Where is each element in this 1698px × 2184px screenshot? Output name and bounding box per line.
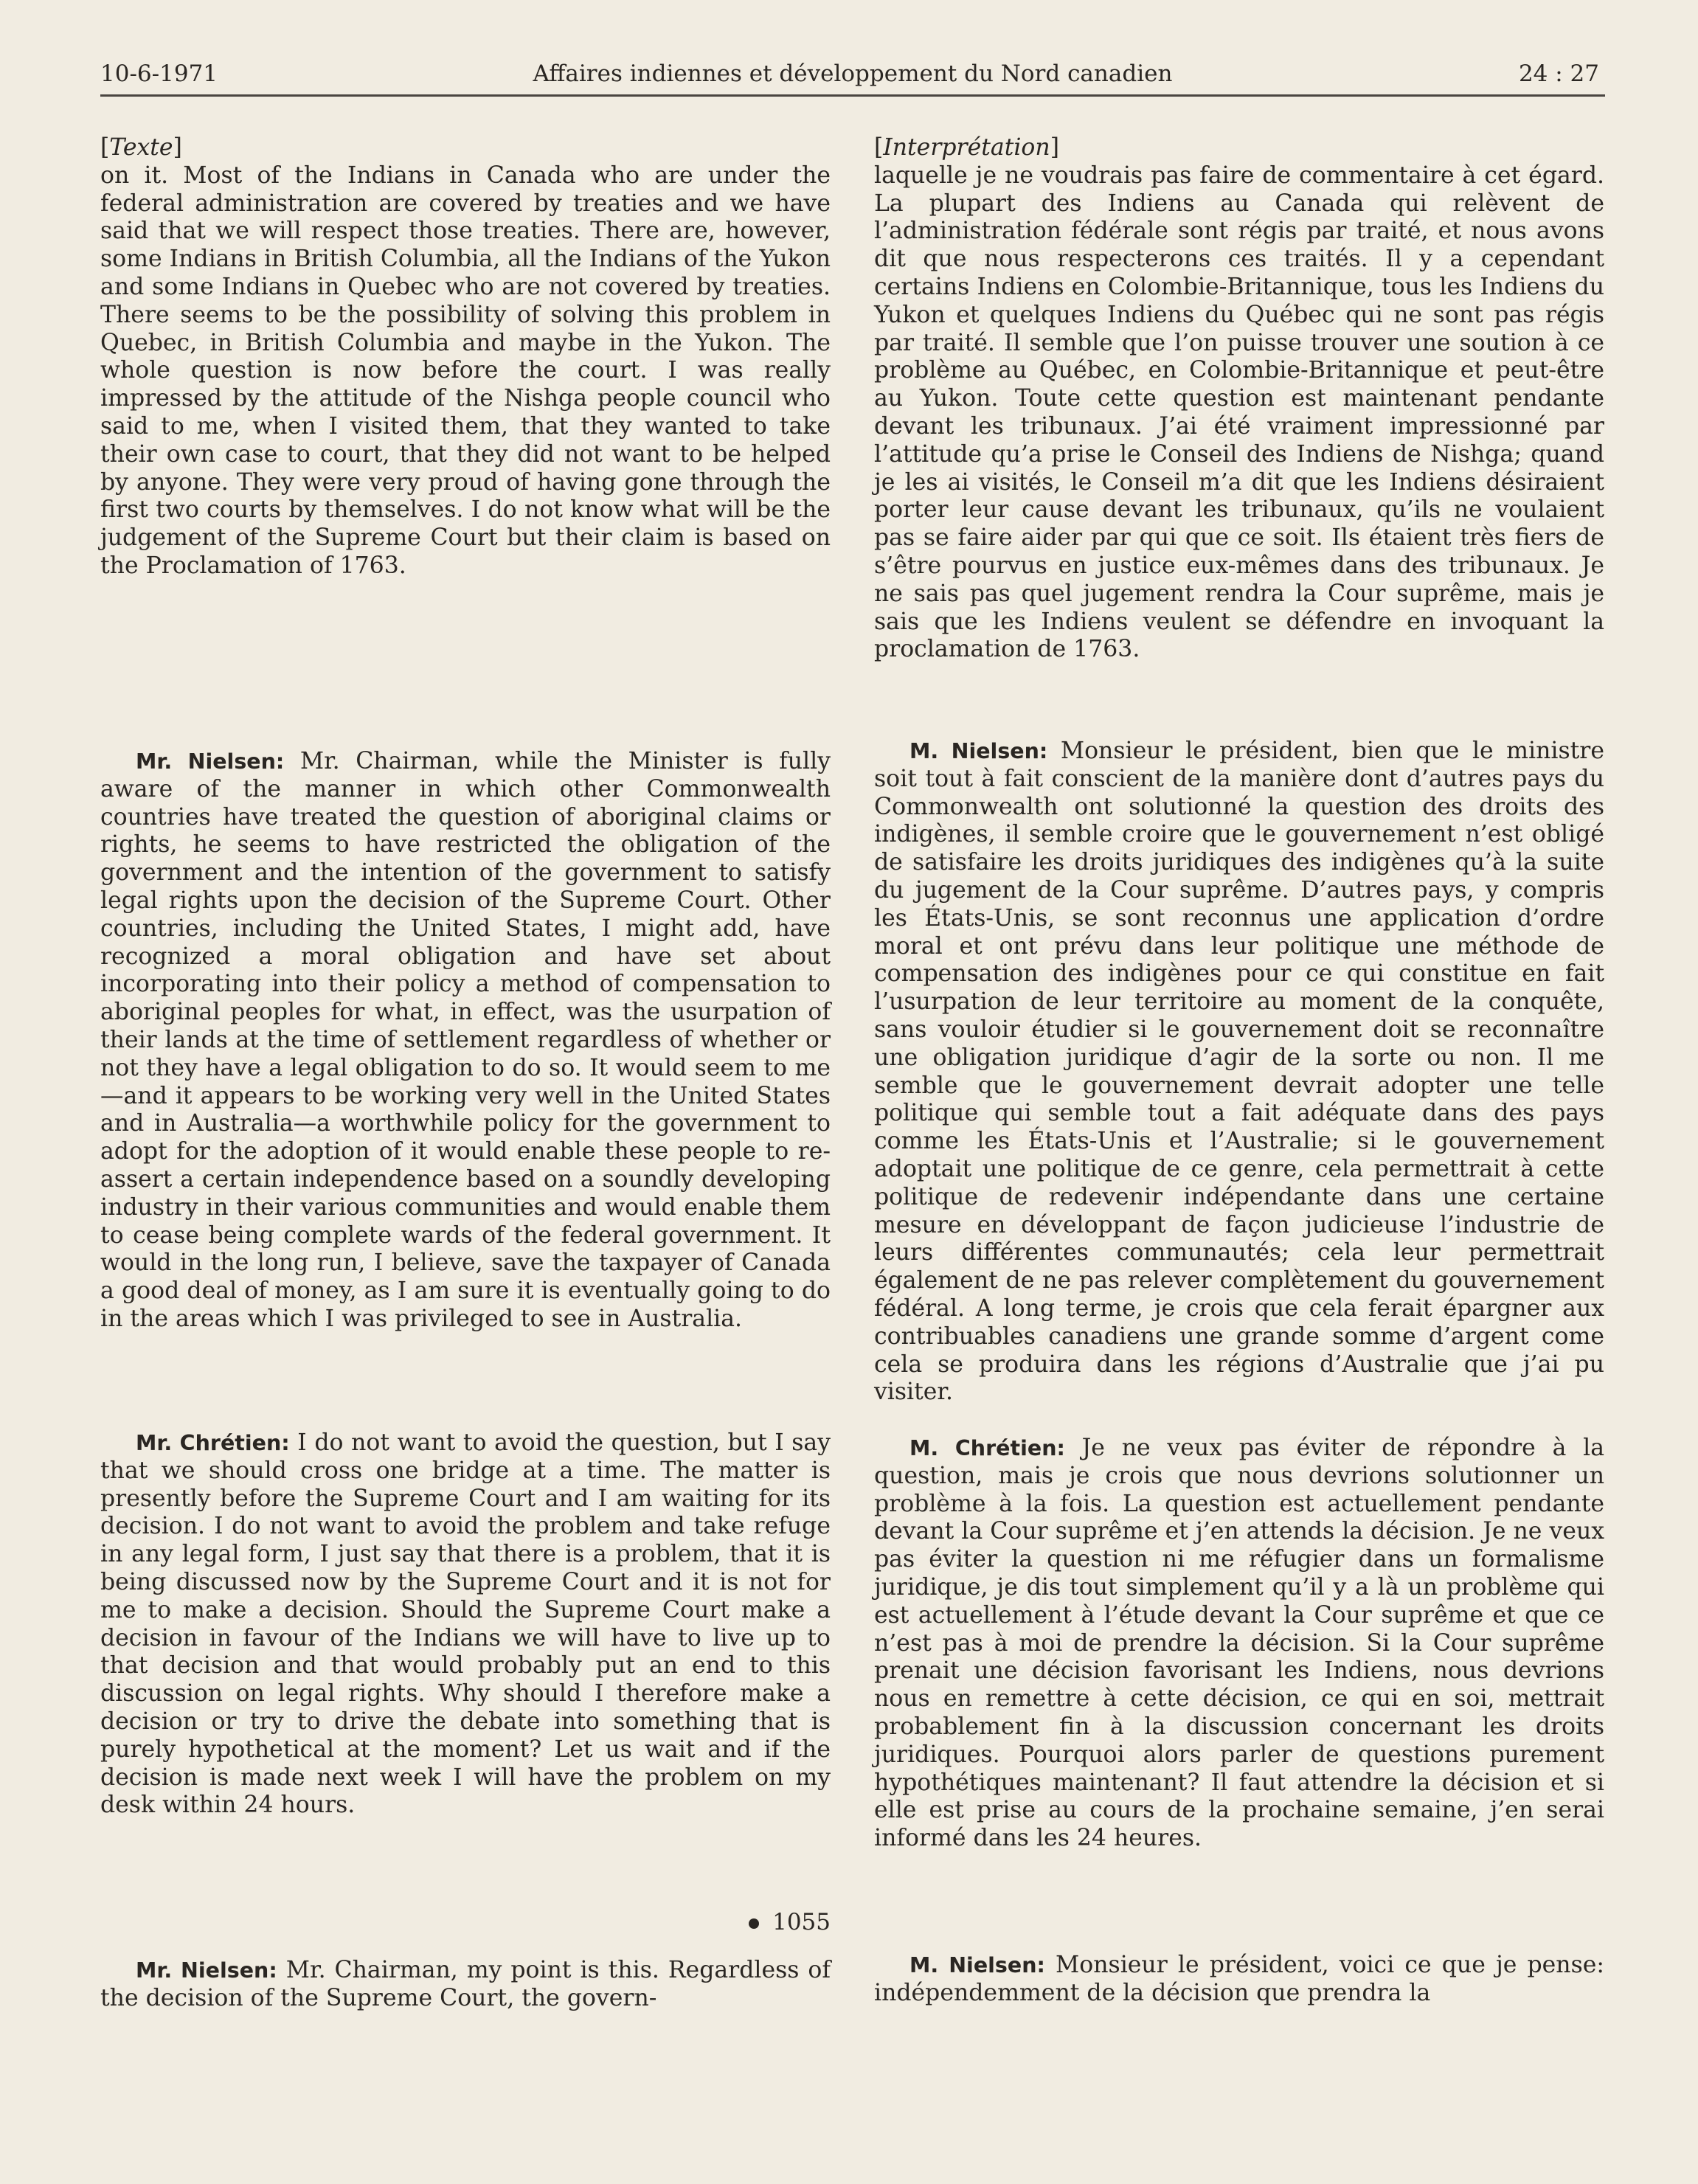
english-paragraph: Mr. Chrétien: I do not want to avoid the question, but I say that we should cross one bridge at a time. The matter is presently before the Supreme Court and I am waiting for its decision. I do not want to avoid the problem and take refuge in any legal form, I just say that there is a problem, that it is being discussed now by the Supreme Court and it is not for me to make a decision. Should the Supreme Court make a decision in favour of the Indians we will have to live up to that decision and that would probably put an end to this discussion on legal rights. Why should I therefore make a decision or try to drive the debate into something that is purely hypothetical at the moment? Let us wait and if the decision is made next week I will have the problem on my desk within 24 hours. (100, 1429, 831, 1819)
language-label-french: [Interprétation] (874, 134, 1059, 161)
speaker-name: M. Chrétien: (909, 1436, 1065, 1460)
french-paragraph: M. Nielsen: Monsieur le président, voici ce que je pense: indépendemment de la décision que prendra la (874, 1952, 1605, 2006)
french-speech-nielsen-2 (874, 1952, 1604, 2008)
english-speech-nielsen (100, 748, 831, 1334)
english-paragraph: on it. Most of the Indians in Canada who are under the federal administration are covered by treaties and we have said that we will respect those treaties. There are, however, some Indians in British Columbia, all the Indians of the Yukon and some Indians in Quebec who are not covered by treaties. There seems to be the possibility of solving this problem in Quebec, in British Columbia and maybe in the Yukon. The whole question is now before the court. I was really impressed by the attitude of the Nishga people council who said to me, when I visited them, that they wanted to take their own case to court, that they did not want to be helped by anyone. They were very proud of having gone through the first two courts by themselves. I do not know what will be the judgement of the Supreme Court but their claim is based on the Proclamation of 1763. (100, 162, 831, 579)
french-speech-chretien (874, 1435, 1604, 1853)
bullet-icon (749, 1918, 759, 1929)
french-speech-nielsen (874, 738, 1604, 1407)
time-marker: 1055 (749, 1909, 831, 1937)
speaker-name: Mr. Nielsen: (136, 749, 285, 774)
speaker-name: Mr. Chrétien: (136, 1431, 290, 1455)
english-paragraph: Mr. Nielsen: Mr. Chairman, while the Minister is fully aware of the manner in which other Commonwealth countries have treated the question of aboriginal claims or rights, he seems to have restricted the obligation of the government and the intention of the government to satisfy legal rights upon the decision of the Supreme Court. Other countries, including the United States, I might add, have recognized a moral obligation and have set about incorporating into their policy a method of compensation to aboriginal peoples for what, in effect, was the usurpation of their lands at the time of settlement regardless of whether or not they have a legal obligation to do so. It would seem to me—and it appears to be working very well in the United States and in Australia—a worthwhile policy for the government to adopt for the adoption of it would enable these people to re-assert a certain independence based on a soundly developing industry in their various communities and would enable them to cease being complete wards of the federal government. It would in the long run, I believe, save the taxpayer of Canada a good deal of money, as I am sure it is eventually going to do in the areas which I was privileged to see in Australia. (100, 748, 831, 1332)
english-opening-block (100, 134, 831, 580)
french-opening-block (874, 134, 1604, 664)
speaker-name: M. Nielsen: (909, 1953, 1045, 1977)
header-date: 10-6-1971 (100, 60, 218, 87)
speaker-name: Mr. Nielsen: (136, 1958, 277, 1983)
french-paragraph: laquelle je ne voudrais pas faire de commentaire à cet égard. La plupart des Indiens au Canada qui relèvent de l’administration fédérale sont régis par traité, et nous avons dit que nous respecterons ces traités. Il y a cependant certains Indiens en Colombie-Britannique, tous les Indiens du Yukon et quelques Indiens du Québec qui ne sont pas régis par traité. Il semble que l’on puisse trouver une soution à ce problème au Québec, en Colombie-Britannique et peut-être au Yukon. Toute cette question est maintenant pendante devant les tribunaux. J’ai été vraiment impressionné par l’attitude qu’a prise le Conseil des Indiens de Nishga; quand je les ai visités, le Conseil m’a dit que les Indiens désiraient porter leur cause devant les tribunaux, qu’ils ne voulaient pas se faire aider par qui que ce soit. Ils étaient très fiers de s’être pourvus en justice eux-mêmes dans des tribunaux. Je ne sais pas quel jugement rendra la Cour suprême, mais je sais que les Indiens veulent se défendre en invoquant la proclamation de 1763. (874, 162, 1604, 663)
header-page-number: 24 : 27 (1518, 60, 1599, 87)
english-speech-nielsen-2 (100, 1957, 831, 2013)
english-paragraph: Mr. Nielsen: Mr. Chairman, my point is this. Regardless of the decision of the Supreme Court, the govern- (100, 1957, 831, 2011)
page-header (100, 58, 1605, 97)
english-speech-chretien (100, 1429, 831, 1820)
french-paragraph: M. Nielsen: Monsieur le président, bien que le ministre soit tout à fait conscient de la manière dont d’autres pays du Commonwealth ont solutionné la question des droits des indigènes, il semble croire que le gouvernement n’est obligé de satisfaire les droits juridiques des indigènes qu’à la suite du jugement de la Cour suprême. D’autres pays, y compris les États-Unis, se sont reconnus une application d’ordre moral et ont prévu dans leur politique une méthode de compensation des indigènes pour ce qui constitue en fait l’usurpation de leur territoire au moment de la conquête, sans vouloir étudier si le gouvernement doit se reconnaître une obligation juridique d’agir de la sorte ou non. Il me semble que le gouvernement devrait adopter une telle politique qui semble tout a fait adéquate dans des pays comme les États-Unis et l’Australie; si le gouvernement adoptait une politique de ce genre, cela permettrait à cette politique de redevenir indépendante dans une certaine mesure en développant de façon judicieuse l’industrie de leurs différentes communautés; cela leur permettrait également de ne pas relever complètement du gouvernement fédéral. A long terme, je crois que cela ferait épargner aux contribuables canadiens une grande somme d’argent come cela se produira dans les régions d’Australie que j’ai pu visiter. (874, 738, 1605, 1406)
french-paragraph: M. Chrétien: Je ne veux pas éviter de répondre à la question, mais je crois que nous devrions solutionner un problème à la fois. La question est actuellement pendante devant la Cour suprême et j’en attends la décision. Je ne veux pas éviter la question ni me réfugier dans un formalisme juridique, je dis tout simplement qu’il y a là un problème qui est actuellement à l’étude devant la Cour suprême et que ce n’est pas à moi de prendre la décision. Si la Cour suprême prenait une décision favorisant les Indiens, nous devrions nous en remettre à cette décision, ce qui en soi, mettrait probablement fin à la discussion concernant les droits juridiques. Pourquoi alors parler de questions purement hypothétiques maintenant? Il faut attendre la décision et si elle est prise au cours de la prochaine semaine, j’en serai informé dans les 24 heures. (874, 1435, 1604, 1852)
speaker-name: M. Nielsen: (909, 739, 1048, 763)
language-label-english: [Texte] (100, 134, 182, 161)
header-title: Affaires indiennes et développement du Nord canadien (533, 60, 1173, 87)
